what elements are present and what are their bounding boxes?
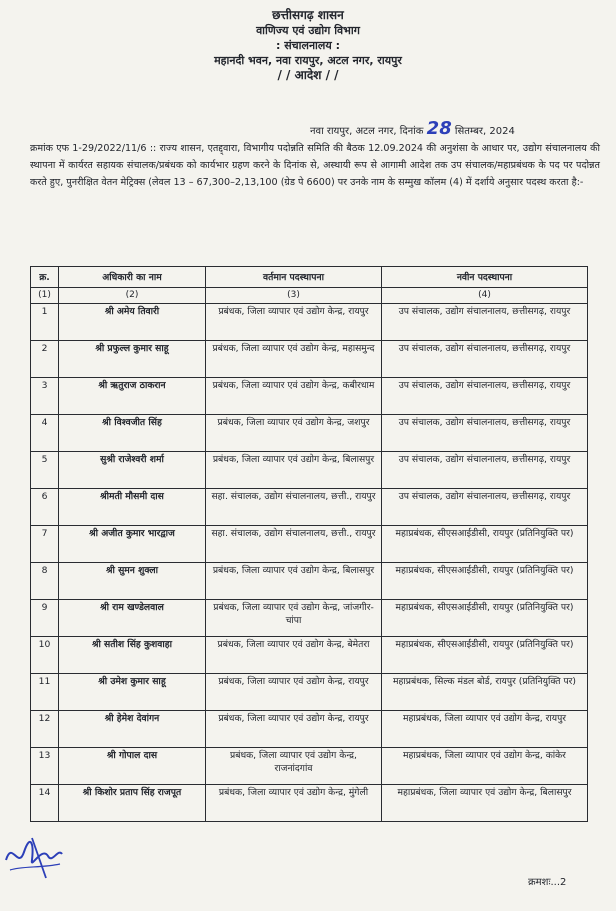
row-current-posting: प्रबंधक, जिला व्यापार एवं उद्योग केन्द्र, मुंगेली [206,785,382,822]
header-new: नवीन पदस्थापना [382,267,588,288]
row-new-posting: महाप्रबंधक, सिल्क मंडल बोर्ड, रायपुर (प्रतिनियुक्ति पर) [382,674,588,711]
row-new-posting: महाप्रबंधक, सीएसआईडीसी, रायपुर (प्रतिनियुक्ति पर) [382,600,588,637]
row-new-posting: उप संचालक, उद्योग संचालनालय, छत्तीसगढ़, रायपुर [382,452,588,489]
row-sn: 13 [31,748,59,785]
row-officer-name: श्री अजीत कुमार भारद्वाज [59,526,206,563]
row-sn: 10 [31,637,59,674]
order-title: / / आदेश / / [277,68,339,82]
row-sn: 3 [31,378,59,415]
posting-table [30,266,588,822]
row-new-posting: उप संचालक, उद्योग संचालनालय, छत्तीसगढ़, रायपुर [382,489,588,526]
row-sn: 5 [31,452,59,489]
row-sn: 2 [31,341,59,378]
row-new-posting: उप संचालक, उद्योग संचालनालय, छत्तीसगढ़, रायपुर [382,378,588,415]
gov-name: छत्तीसगढ़ शासन [272,8,344,22]
row-officer-name: श्रीमती मौसमी दास [59,489,206,526]
table-row [31,785,588,822]
row-current-posting: सहा. संचालक, उद्योग संचालनालय, छत्ती., रायपुर [206,489,382,526]
row-officer-name: श्री प्रफुल्ल कुमार साहू [59,341,206,378]
office-name: : संचालनालय : [276,39,340,52]
index-2: (2) [59,288,206,304]
index-3: (3) [206,288,382,304]
row-current-posting: प्रबंधक, जिला व्यापार एवं उद्योग केन्द्र, रायपुर [206,711,382,748]
row-officer-name: श्री हेमेश देवांगन [59,711,206,748]
table-header-row [31,267,588,288]
row-current-posting: प्रबंधक, जिला व्यापार एवं उद्योग केन्द्र, जांजगीर-चांपा [206,600,382,637]
office-address: महानदी भवन, नवा रायपुर, अटल नगर, रायपुर [214,54,402,67]
table-row [31,674,588,711]
table-row [31,637,588,674]
table-row [31,378,588,415]
handwritten-day: 28 [426,118,452,139]
row-sn: 11 [31,674,59,711]
row-new-posting: उप संचालक, उद्योग संचालनालय, छत्तीसगढ़, रायपुर [382,415,588,452]
row-current-posting: प्रबंधक, जिला व्यापार एवं उद्योग केन्द्र, कबीरधाम [206,378,382,415]
table-body [31,304,588,822]
row-officer-name: सुश्री राजेश्वरी शर्मा [59,452,206,489]
dept-name: वाणिज्य एवं उद्योग विभाग [256,24,360,37]
row-new-posting: महाप्रबंधक, सीएसआईडीसी, रायपुर (प्रतिनियुक्ति पर) [382,637,588,674]
row-sn: 8 [31,563,59,600]
handwritten-signature [2,830,72,880]
order-paragraph: क्रमांक एफ 1-29/2022/11/6 :: राज्य शासन, एतद्द्वारा, विभागीय पदोन्नति समिति की बैठक 12.09.2024 की अनुशंसा के आधार पर, उद्योग संचालनालय की स्थापना में कार्यरत सहायक संचालक/प्रबंधक को कार्यभार ग्रहण करने के दिनांक से, अस्थायी रूप से आगामी आदेश तक उप संचालक/महाप्रबंधक के पद पर पदोन्नत करते हुए, पुनरीक्षित वेतन मेट्रिक्स (लेवल 13 – 67,300–2,13,100 (ग्रेड पे 6600) पर उनके नाम के सम्मुख कॉलम (4) में दर्शाये अनुसार पदस्थ करता है:- [30,143,600,188]
table-row [31,526,588,563]
row-officer-name: श्री गोपाल दास [59,748,206,785]
table-row [31,711,588,748]
row-officer-name: श्री विश्वजीत सिंह [59,415,206,452]
index-4: (4) [382,288,588,304]
row-sn: 4 [31,415,59,452]
row-current-posting: प्रबंधक, जिला व्यापार एवं उद्योग केन्द्र, राजनांदगांव [206,748,382,785]
dateline [310,118,515,139]
row-new-posting: महाप्रबंधक, जिला व्यापार एवं उद्योग केन्द्र, रायपुर [382,711,588,748]
header-current: वर्तमान पदस्थापना [206,267,382,288]
table-row [31,415,588,452]
row-sn: 1 [31,304,59,341]
row-new-posting: महाप्रबंधक, सीएसआईडीसी, रायपुर (प्रतिनियुक्ति पर) [382,563,588,600]
row-current-posting: प्रबंधक, जिला व्यापार एवं उद्योग केन्द्र, रायपुर [206,674,382,711]
row-new-posting: उप संचालक, उद्योग संचालनालय, छत्तीसगढ़, रायपुर [382,341,588,378]
row-sn: 9 [31,600,59,637]
table-row [31,304,588,341]
table-row [31,600,588,637]
row-sn: 6 [31,489,59,526]
index-1: (1) [31,288,59,304]
row-sn: 14 [31,785,59,822]
header-name: अधिकारी का नाम [59,267,206,288]
table-row [31,341,588,378]
row-officer-name: श्री किशोर प्रताप सिंह राजपूत [59,785,206,822]
row-current-posting: प्रबंधक, जिला व्यापार एवं उद्योग केन्द्र, महासमुन्द [206,341,382,378]
row-new-posting: उप संचालक, उद्योग संचालनालय, छत्तीसगढ़, रायपुर [382,304,588,341]
row-current-posting: प्रबंधक, जिला व्यापार एवं उद्योग केन्द्र, जशपुर [206,415,382,452]
table-row [31,563,588,600]
table-row [31,452,588,489]
table-row [31,489,588,526]
row-current-posting: प्रबंधक, जिला व्यापार एवं उद्योग केन्द्र, रायपुर [206,304,382,341]
row-current-posting: सहा. संचालक, उद्योग संचालनालय, छत्ती., रायपुर [206,526,382,563]
table-index-row [31,288,588,304]
row-current-posting: प्रबंधक, जिला व्यापार एवं उद्योग केन्द्र, बेमेतरा [206,637,382,674]
dateline-prefix: नवा रायपुर, अटल नगर, दिनांक [310,126,424,137]
row-sn: 12 [31,711,59,748]
dateline-suffix: सितम्बर, 2024 [454,126,515,137]
row-new-posting: महाप्रबंधक, जिला व्यापार एवं उद्योग केन्द्र, बिलासपुर [382,785,588,822]
row-sn: 7 [31,526,59,563]
row-officer-name: श्री सुमन शुक्ला [59,563,206,600]
header-sn: क्र. [31,267,59,288]
row-officer-name: श्री ऋतुराज ठाकरान [59,378,206,415]
row-officer-name: श्री उमेश कुमार साहू [59,674,206,711]
row-new-posting: महाप्रबंधक, सीएसआईडीसी, रायपुर (प्रतिनियुक्ति पर) [382,526,588,563]
table-row [31,748,588,785]
row-officer-name: श्री अमेय तिवारी [59,304,206,341]
letterhead [0,8,616,83]
row-new-posting: महाप्रबंधक, जिला व्यापार एवं उद्योग केन्द्र, कांकेर [382,748,588,785]
row-current-posting: प्रबंधक, जिला व्यापार एवं उद्योग केन्द्र, बिलासपुर [206,452,382,489]
page-continuation: क्रमशः...2 [528,877,567,888]
row-officer-name: श्री सतीश सिंह कुशवाहा [59,637,206,674]
row-officer-name: श्री राम खण्डेलवाल [59,600,206,637]
row-current-posting: प्रबंधक, जिला व्यापार एवं उद्योग केन्द्र, बिलासपुर [206,563,382,600]
